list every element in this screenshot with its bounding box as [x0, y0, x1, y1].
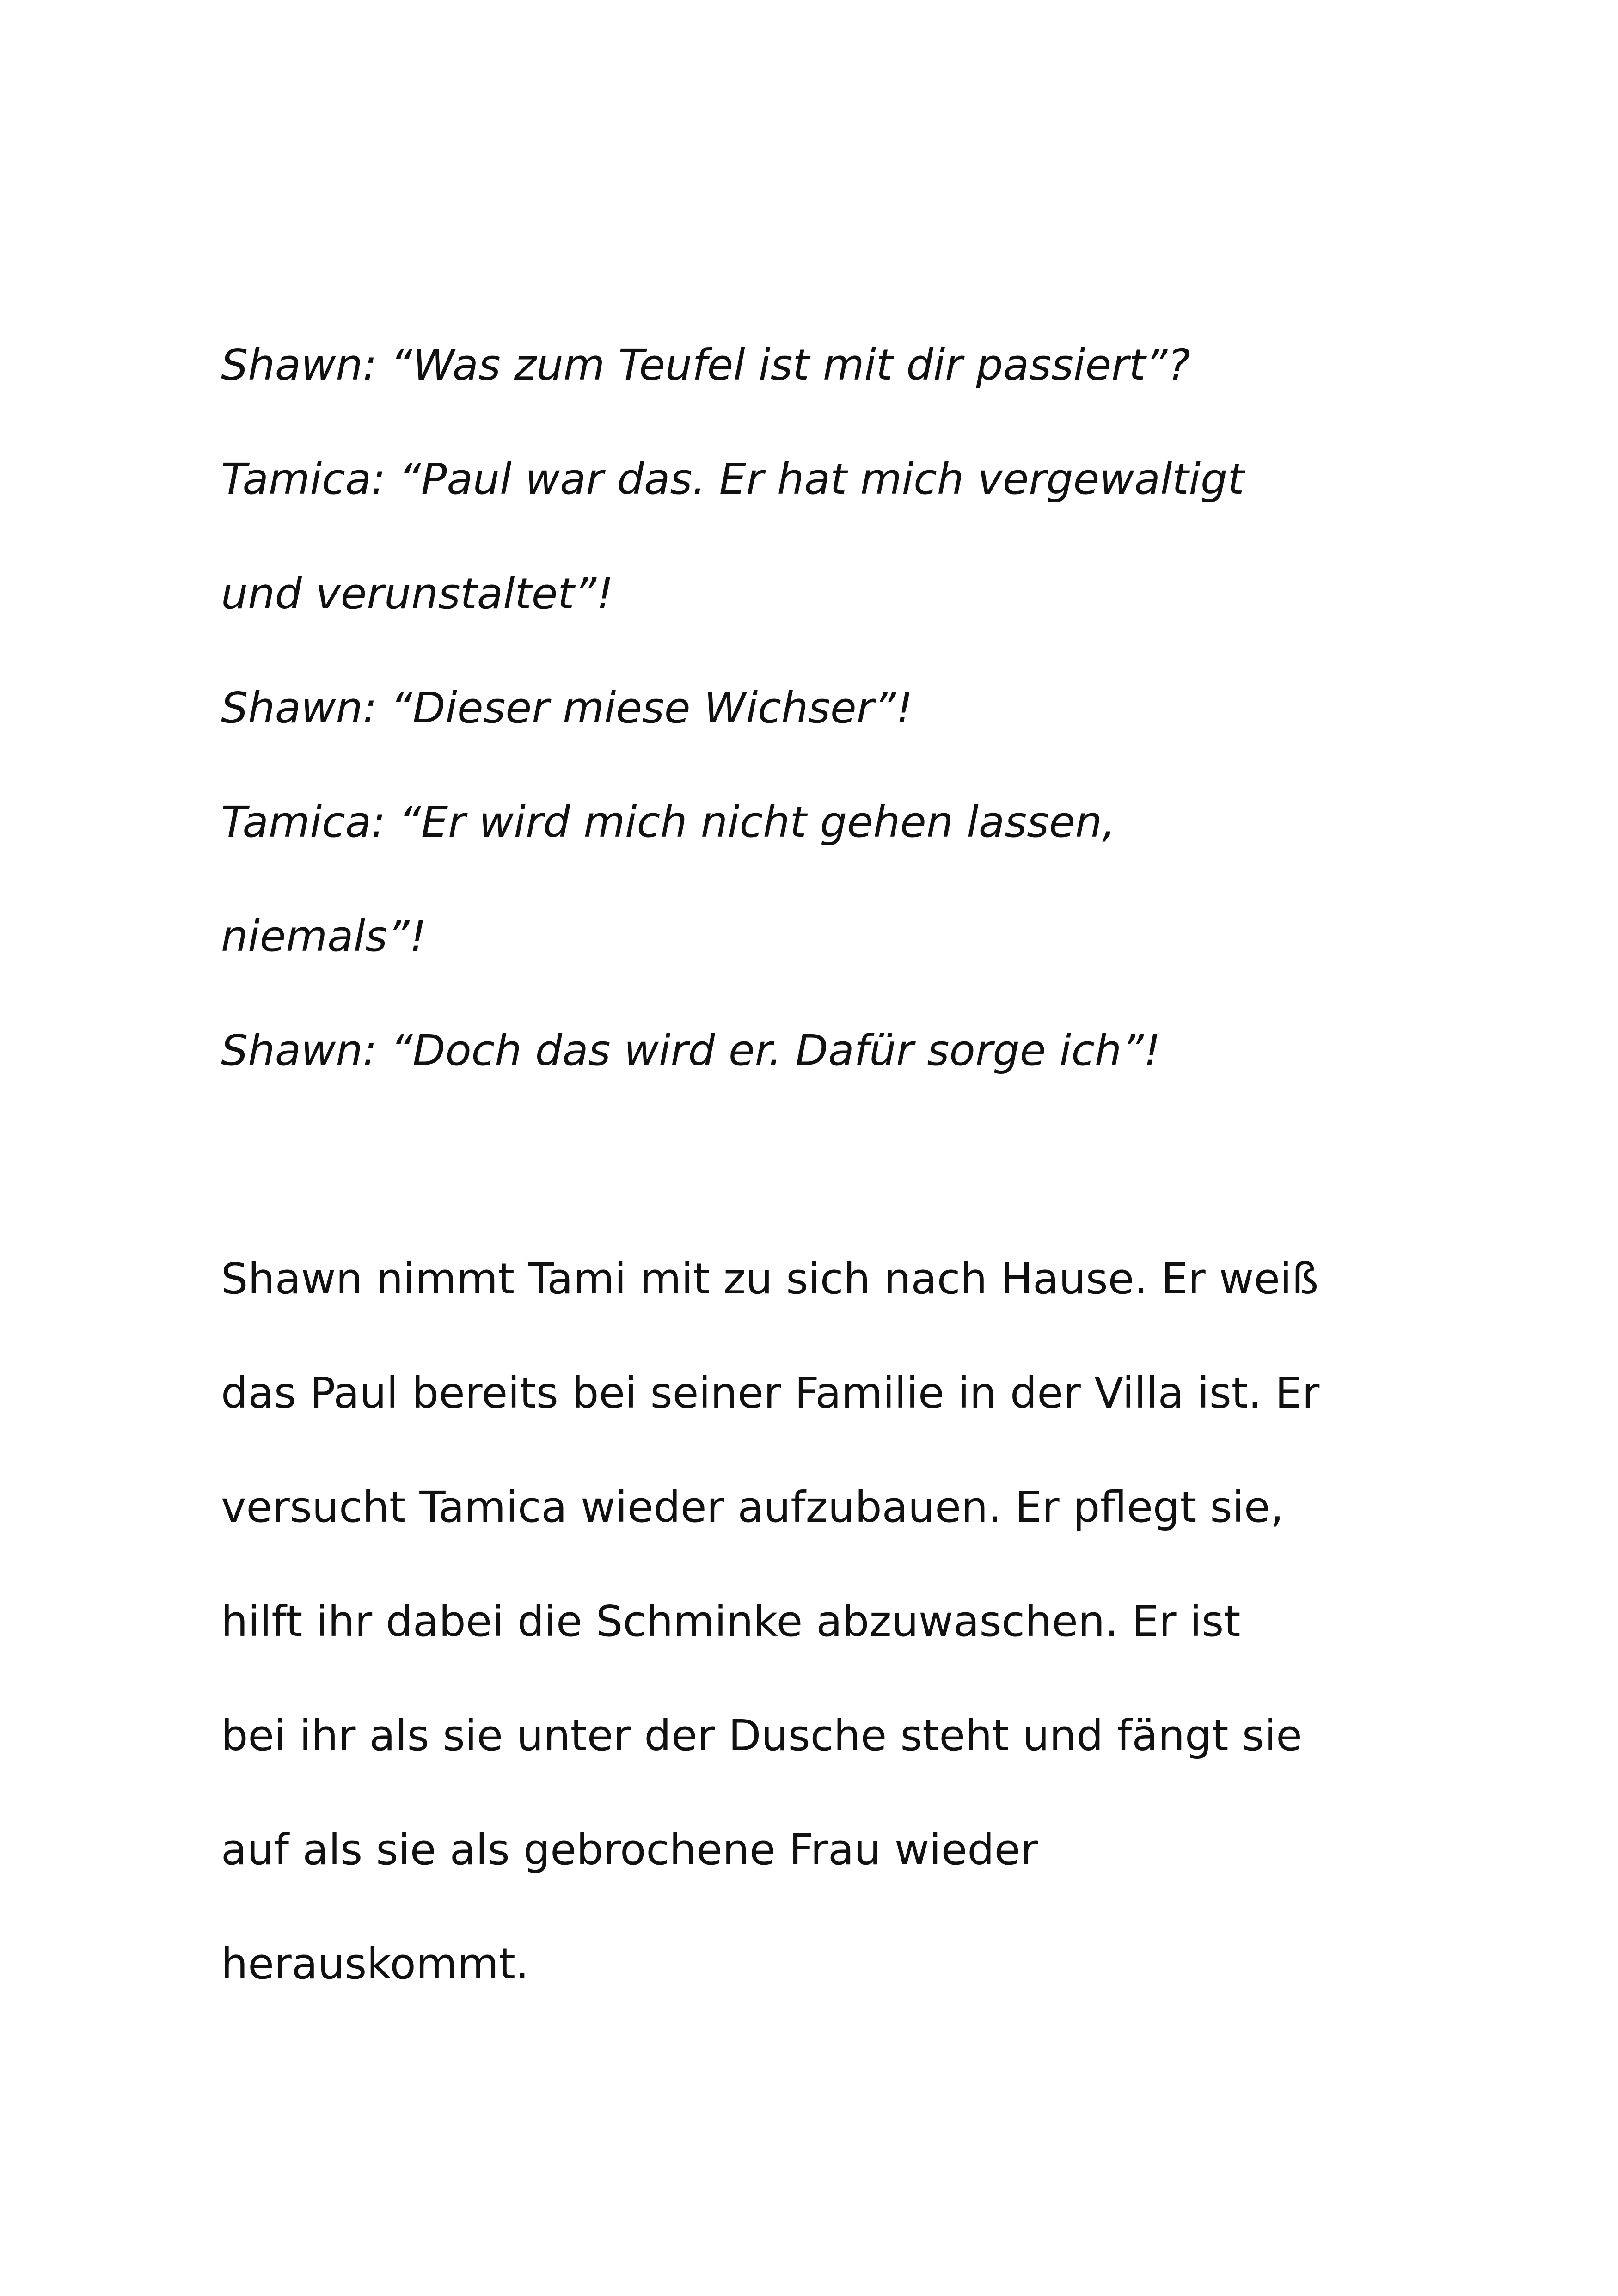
- narration-line: Shawn nimmt Tami mit zu sich nach Hause. Er weiß: [221, 1254, 1319, 1304]
- narration-line: hilft ihr dabei die Schminke abzuwaschen. Er ist: [221, 1597, 1241, 1646]
- dialogue-line: Shawn: “Was zum Teufel ist mit dir passiert”?: [221, 340, 1190, 390]
- dialogue-line: und verunstaltet”!: [221, 569, 613, 618]
- narration-line: bei ihr als sie unter der Dusche steht und fängt sie: [221, 1711, 1302, 1760]
- narration-line: das Paul bereits bei seiner Familie in der Villa ist. Er: [221, 1368, 1320, 1418]
- narration-line: auf als sie als gebrochene Frau wieder: [221, 1825, 1038, 1874]
- dialogue-line: niemals”!: [221, 912, 427, 961]
- dialogue-line: Tamica: “Paul war das. Er hat mich vergewaltigt: [221, 454, 1244, 504]
- narration-line: herauskommt.: [221, 1939, 529, 1989]
- narration-line: versucht Tamica wieder aufzubauen. Er pflegt sie,: [221, 1482, 1284, 1532]
- dialogue-line: Shawn: “Doch das wird er. Dafür sorge ich”!: [221, 1026, 1161, 1075]
- dialogue-line: Shawn: “Dieser miese Wichser”!: [221, 683, 913, 733]
- dialogue-line: Tamica: “Er wird mich nicht gehen lassen,: [221, 797, 1116, 847]
